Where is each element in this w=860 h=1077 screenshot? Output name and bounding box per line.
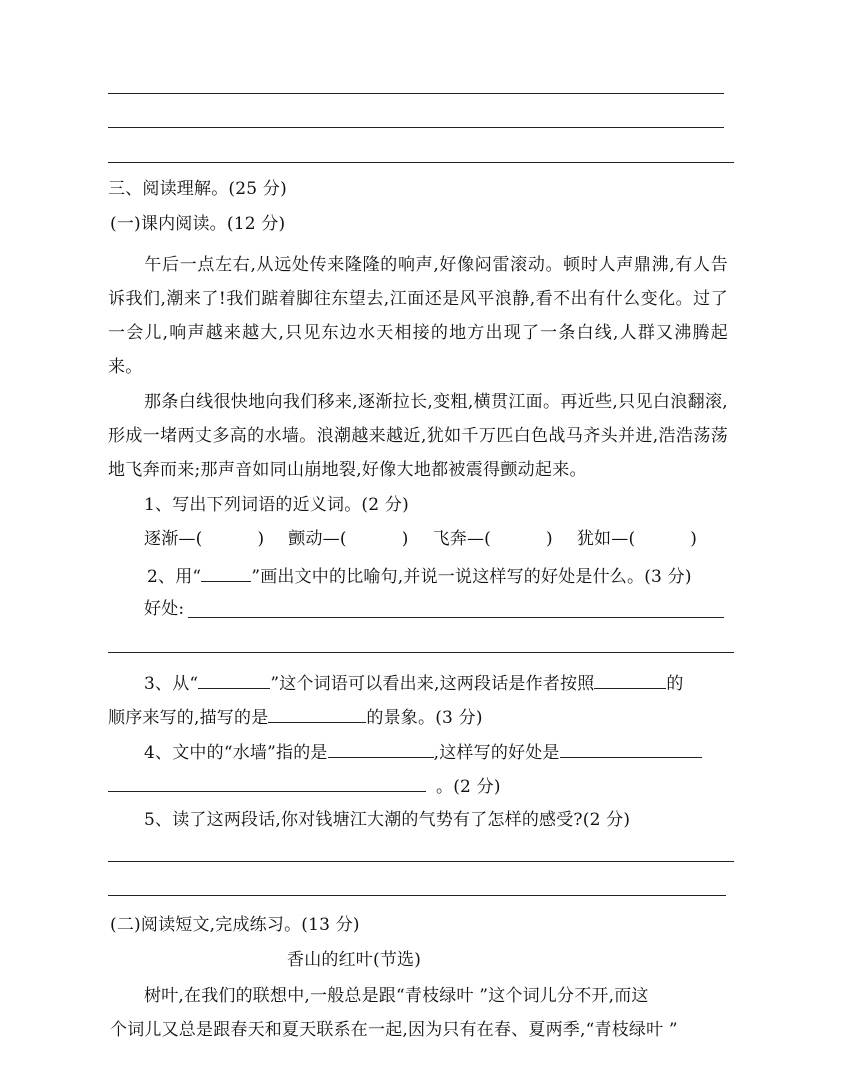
question-5: 5、读了这两段话,你对钱塘江大潮的气势有了怎样的感受?(2 分) xyxy=(144,810,631,830)
question-4-cont: 。(2 分) xyxy=(108,774,501,798)
q3-blank-order[interactable] xyxy=(594,671,666,689)
synonym-prompt: 犹如—( xyxy=(576,529,636,549)
synonym-row: 逐渐—( ) 颤动—( ) 飞奔—( ) 犹如—( ) xyxy=(144,529,698,549)
section-heading: 三、阅读理解。(25 分) xyxy=(108,179,287,199)
question-1: 1、写出下列词语的近义词。(2 分) xyxy=(144,495,409,515)
question-4: 4、文中的“水墙”指的是 ,这样写的好处是 xyxy=(144,740,702,764)
part-heading: (一)课内阅读。(12 分) xyxy=(110,214,286,234)
question-2: 2、用“ ”画出文中的比喻句,并说一说这样写的好处是什么。(3 分) xyxy=(147,564,692,588)
underline-sample xyxy=(201,564,251,582)
passage-paragraph: 那条白线很快地向我们移来,逐渐拉长,变粗,横贯江面。再近些,只见白浪翻滚,形成一堵两丈多高的水墙。浪潮越来越近,犹如千万匹白色战马齐头并进,浩浩荡荡地飞奔而来;那声音如同山崩地裂,好像大地都被震得颤动起来。 xyxy=(108,392,728,480)
story-line: 树叶,在我们的联想中,一般总是跟“青枝绿叶 ”这个词儿分不开,而这 xyxy=(144,986,649,1006)
question-3: 3、从“ ”这个词语可以看出来,这两段话是作者按照 的 xyxy=(144,671,684,695)
answer-line[interactable] xyxy=(108,127,724,128)
answer-line[interactable] xyxy=(108,93,724,94)
q3-blank-word[interactable] xyxy=(198,671,270,689)
story-title: 香山的红叶(节选) xyxy=(287,950,422,970)
synonym-prompt: 飞奔—( xyxy=(432,529,491,549)
answer-line[interactable] xyxy=(108,162,734,163)
q4-blank-meaning[interactable] xyxy=(328,740,434,758)
q4-blank-benefit[interactable] xyxy=(560,740,702,758)
story-line: 个词儿又总是跟春天和夏天联系在一起,因为只有在春、夏两季,“青枝绿叶 ” xyxy=(110,1020,678,1040)
answer-line[interactable] xyxy=(108,861,734,862)
answer-line[interactable] xyxy=(108,652,734,653)
answer-line[interactable] xyxy=(188,617,724,618)
answer-line[interactable] xyxy=(108,895,726,896)
question-3-cont: 顺序来写的,描写的是 的景象。(3 分) xyxy=(108,705,483,729)
q4-blank-benefit-cont[interactable] xyxy=(108,774,426,792)
benefit-label: 好处: xyxy=(144,599,185,619)
part-heading: (二)阅读短文,完成练习。(13 分) xyxy=(110,915,360,935)
q3-blank-scene[interactable] xyxy=(268,705,366,723)
passage-paragraph: 午后一点左右,从远处传来隆隆的响声,好像闷雷滚动。顿时人声鼎沸,有人告诉我们,潮来了!我们踮着脚往东望去,江面还是风平浪静,看不出有什么变化。过了一会儿,响声越来越大,只见东边水天相接的地方出现了一条白线,人群又沸腾起来。 xyxy=(108,255,728,377)
synonym-prompt: 颤动—( xyxy=(288,529,347,549)
synonym-prompt: 逐渐—( xyxy=(144,529,203,549)
